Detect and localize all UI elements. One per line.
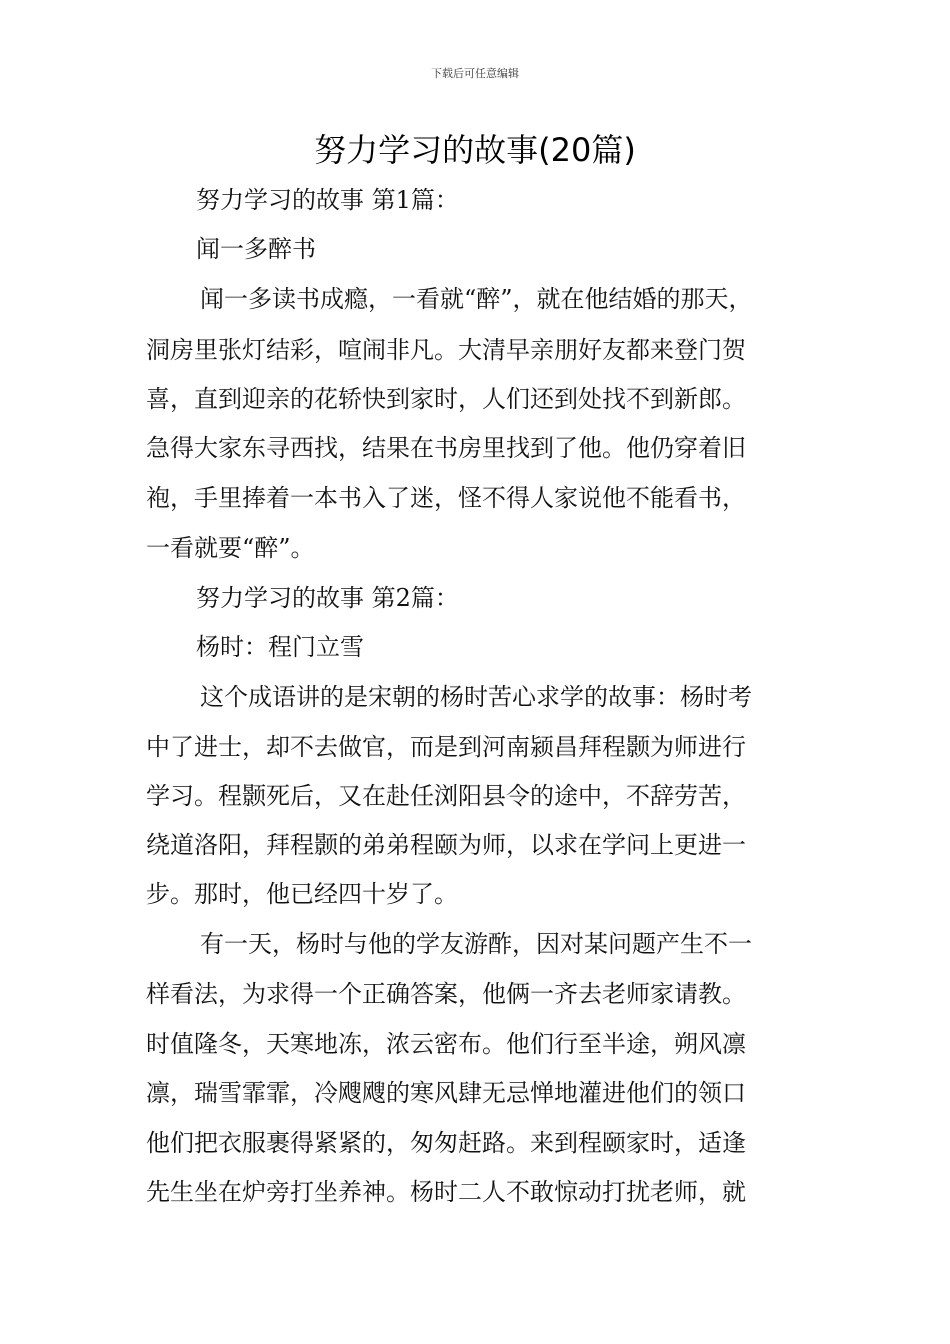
- paragraph-line: 他们把衣服裹得紧紧的，匆匆赶路。来到程颐家时，适逢: [146, 1129, 746, 1157]
- paragraph-line: 样看法，为求得一个正确答案，他俩一齐去老师家请教。: [146, 980, 746, 1008]
- paragraph-line: 闻一多读书成瘾，一看就“醉”，就在他结婚的那天，: [200, 285, 753, 313]
- paragraph-line: 有一天，杨时与他的学友游酢，因对某问题产生不一: [200, 930, 752, 958]
- document-title: 努力学习的故事(20篇): [314, 131, 636, 169]
- header-note: 下载后可任意编辑: [431, 67, 519, 80]
- paragraph-line: 一看就要“醉”。: [146, 534, 315, 562]
- paragraph-line: 这个成语讲的是宋朝的杨时苦心求学的故事：杨时考: [200, 683, 752, 711]
- paragraph-line: 喜，直到迎亲的花轿快到家时，人们还到处找不到新郎。: [146, 385, 746, 413]
- section-subtitle: 杨时：程门立雪: [196, 633, 364, 661]
- section-subtitle: 闻一多醉书: [196, 235, 316, 263]
- section-heading: 努力学习的故事 第2篇：: [196, 584, 459, 612]
- paragraph-line: 时值隆冬，天寒地冻，浓云密布。他们行至半途，朔风凛: [146, 1030, 746, 1058]
- paragraph-line: 急得大家东寻西找，结果在书房里找到了他。他仍穿着旧: [146, 434, 746, 462]
- paragraph-line: 洞房里张灯结彩，喧闹非凡。大清早亲朋好友都来登门贺: [146, 336, 746, 364]
- paragraph-line: 步。那时，他已经四十岁了。: [146, 880, 458, 908]
- paragraph-line: 袍，手里捧着一本书入了迷，怪不得人家说他不能看书，: [146, 484, 746, 512]
- paragraph-line: 绕道洛阳，拜程颢的弟弟程颐为师，以求在学问上更进一: [146, 831, 746, 859]
- paragraph-line: 学习。程颢死后，又在赴任浏阳县令的途中，不辞劳苦，: [146, 782, 746, 810]
- paragraph-line: 凛，瑞雪霏霏，冷飕飕的寒风肆无忌惮地灌进他们的领口: [146, 1079, 746, 1107]
- paragraph-line: 中了进士，却不去做官，而是到河南颍昌拜程颢为师进行: [146, 733, 746, 761]
- section-heading: 努力学习的故事 第1篇：: [196, 186, 459, 214]
- paragraph-line: 先生坐在炉旁打坐养神。杨时二人不敢惊动打扰老师，就: [146, 1178, 746, 1206]
